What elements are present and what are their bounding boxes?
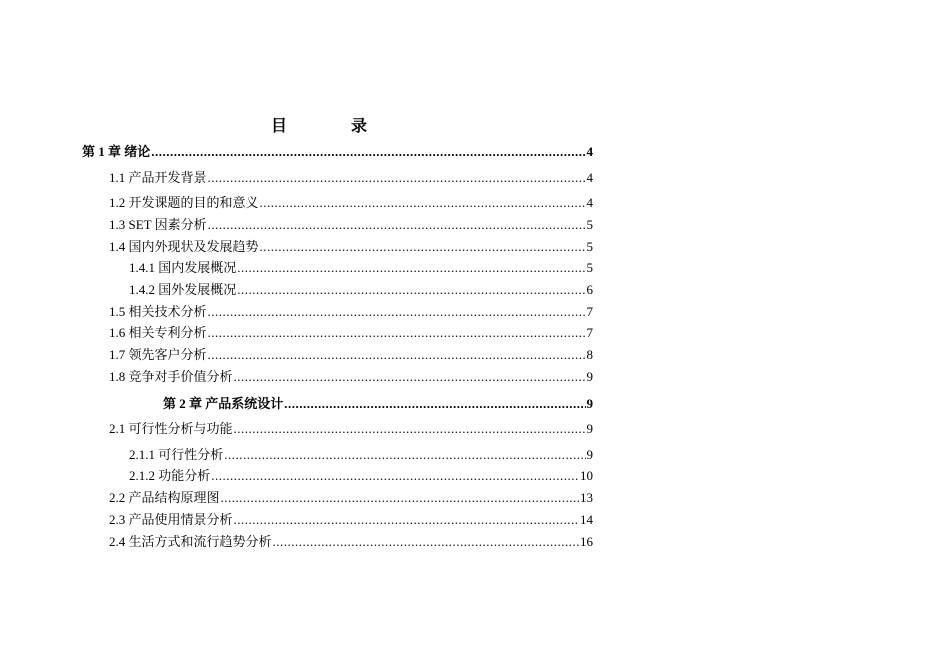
toc-entry-page-number: 14 (580, 512, 593, 527)
toc-entry-2-2[interactable] (109, 488, 593, 506)
dot-leader (237, 260, 585, 276)
dot-leader (208, 217, 586, 233)
toc-entry-2-1[interactable] (109, 419, 593, 437)
dot-leader (208, 304, 586, 320)
dot-leader (260, 239, 586, 255)
dot-leader (234, 421, 586, 437)
toc-entry-page-number: 6 (586, 282, 593, 297)
toc-entry-1-4-1[interactable] (129, 258, 593, 276)
toc-entry-chapter-2[interactable] (163, 394, 593, 412)
toc-entry-1-6[interactable] (109, 323, 593, 341)
dot-leader (237, 282, 585, 298)
toc-entry-label: 1.1 产品开发背景 (109, 170, 207, 185)
toc-entry-page-number: 8 (586, 347, 593, 362)
toc-entry-label: 2.4 生活方式和流行趋势分析 (109, 534, 272, 549)
toc-entry-label: 第 2 章 产品系统设计 (163, 396, 284, 411)
dot-leader (208, 325, 586, 341)
toc-entry-page-number: 13 (580, 490, 593, 505)
toc-entry-1-1[interactable] (109, 168, 593, 186)
toc-entry-page-number: 4 (586, 144, 593, 159)
toc-entry-1-8[interactable] (109, 367, 593, 385)
dot-leader (221, 490, 579, 506)
dot-leader (260, 195, 586, 211)
toc-entry-label: 第 1 章 绪论 (82, 144, 151, 159)
toc-entry-chapter-1[interactable] (82, 142, 593, 160)
toc-entry-label: 1.8 竞争对手价值分析 (109, 369, 233, 384)
dot-leader (284, 396, 585, 412)
toc-entry-2-3[interactable] (109, 510, 593, 528)
toc-entry-1-4[interactable] (109, 237, 593, 255)
dot-leader (224, 447, 585, 463)
toc-entry-label: 2.1.2 功能分析 (129, 468, 211, 483)
toc-entry-label: 1.6 相关专利分析 (109, 325, 207, 340)
toc-entry-page-number: 16 (580, 534, 593, 549)
toc-entry-label: 1.4.1 国内发展概况 (129, 260, 237, 275)
toc-entry-1-3[interactable] (109, 215, 593, 233)
toc-entry-2-1-2[interactable] (129, 466, 593, 484)
toc-entry-2-1-1[interactable] (129, 445, 593, 463)
toc-entry-page-number: 9 (586, 369, 593, 384)
toc-entry-label: 1.3 SET 因素分析 (109, 217, 207, 232)
dot-leader (208, 347, 586, 363)
toc-entry-2-4[interactable] (109, 532, 593, 550)
toc-entry-1-2[interactable] (109, 193, 593, 211)
dot-leader (234, 512, 579, 528)
toc-entry-page-number: 5 (586, 239, 593, 254)
toc-entry-label: 1.4 国内外现状及发展趋势 (109, 239, 259, 254)
toc-entry-page-number: 4 (586, 195, 593, 210)
toc-entry-label: 1.4.2 国外发展概况 (129, 282, 237, 297)
toc-entry-label: 2.1.1 可行性分析 (129, 447, 224, 462)
toc-entry-1-5[interactable] (109, 302, 593, 320)
toc-entry-page-number: 7 (586, 325, 593, 340)
dot-leader (208, 170, 586, 186)
toc-entry-page-number: 4 (586, 170, 593, 185)
dot-leader (273, 534, 579, 550)
toc-entry-page-number: 7 (586, 304, 593, 319)
toc-entry-page-number: 10 (580, 468, 593, 483)
toc-entry-page-number: 9 (586, 447, 593, 462)
toc-entry-page-number: 5 (586, 217, 593, 232)
dot-leader (151, 144, 585, 160)
toc-entry-label: 2.3 产品使用情景分析 (109, 512, 233, 527)
dot-leader (211, 468, 579, 484)
dot-leader (234, 369, 586, 385)
page-title: 目 录 (270, 116, 391, 135)
toc-entry-label: 1.2 开发课题的目的和意义 (109, 195, 259, 210)
toc-entry-page-number: 9 (586, 421, 593, 436)
toc-entry-1-4-2[interactable] (129, 280, 593, 298)
toc-entry-page-number: 9 (586, 396, 593, 411)
toc-entry-label: 2.1 可行性分析与功能 (109, 421, 233, 436)
toc-entry-label: 1.7 领先客户分析 (109, 347, 207, 362)
toc-entry-label: 1.5 相关技术分析 (109, 304, 207, 319)
toc-entry-page-number: 5 (586, 260, 593, 275)
toc-entry-label: 2.2 产品结构原理图 (109, 490, 220, 505)
toc-entry-1-7[interactable] (109, 345, 593, 363)
